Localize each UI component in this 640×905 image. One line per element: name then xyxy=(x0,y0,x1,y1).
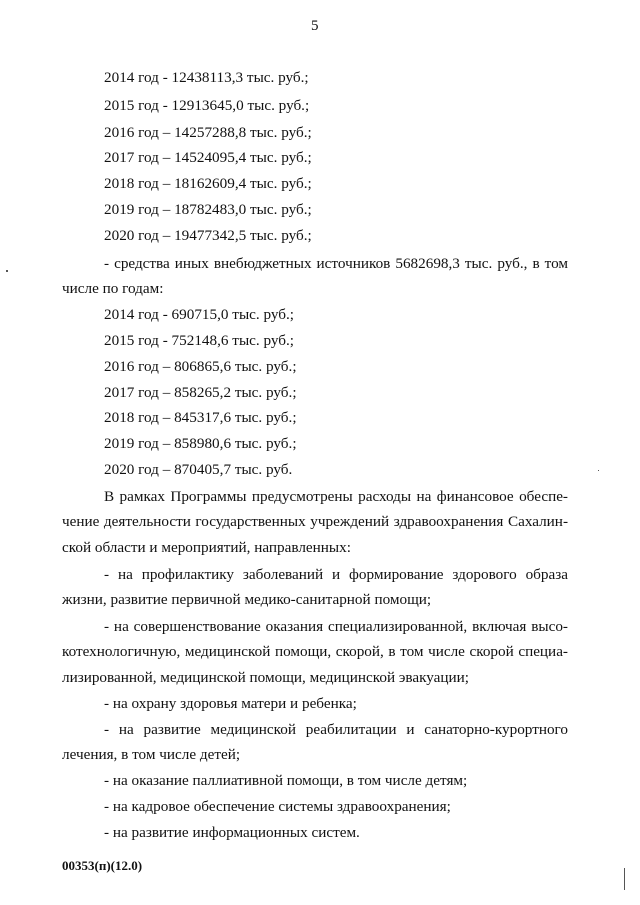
program-intro-line-3: ской области и мероприятий, направленных: xyxy=(62,539,351,556)
program-item-5: - на оказание паллиативной помощи, в том числе детям; xyxy=(104,772,468,789)
scan-line xyxy=(624,868,625,890)
budget-year-2017: 2017 год – 14524095,4 тыс. руб.; xyxy=(104,149,312,166)
program-item-6: - на кадровое обеспечение системы здравоохранения; xyxy=(104,798,451,815)
program-item-4-line-2: лечения, в том числе детей; xyxy=(62,746,241,763)
budget-year-2016: 2016 год – 14257288,8 тыс. руб.; xyxy=(104,124,312,141)
budget-year-2020: 2020 год – 19477342,5 тыс. руб.; xyxy=(104,227,312,244)
other-sources-line-1: - средства иных внебюджетных источников 5682698,3 тыс. руб., в том xyxy=(104,255,568,272)
program-item-2-line-1: - на совершенствование оказания специализированной, включая высо- xyxy=(104,618,568,635)
budget-year-2014: 2014 год - 12438113,3 тыс. руб.; xyxy=(104,69,309,86)
other-year-2015: 2015 год - 752148,6 тыс. руб.; xyxy=(104,332,295,349)
other-year-2017: 2017 год – 858265,2 тыс. руб.; xyxy=(104,384,297,401)
budget-year-2019: 2019 год – 18782483,0 тыс. руб.; xyxy=(104,201,312,218)
footer-document-code: 00353(п)(12.0) xyxy=(62,858,143,873)
program-item-4-line-1: - на развитие медицинской реабилитации и санаторно-курортного xyxy=(104,721,568,738)
other-year-2020: 2020 год – 870405,7 тыс. руб. xyxy=(104,461,293,478)
other-year-2016: 2016 год – 806865,6 тыс. руб.; xyxy=(104,358,297,375)
program-item-2-line-2: котехнологичную, медицинской помощи, скорой, в том числе скорой специа- xyxy=(62,643,568,660)
program-intro-line-2: чение деятельности государственных учреждений здравоохранения Сахалин- xyxy=(62,513,568,530)
program-intro-line-1: В рамках Программы предусмотрены расходы на финансовое обеспе- xyxy=(104,488,568,505)
other-sources-line-2: числе по годам: xyxy=(62,280,164,297)
program-item-7: - на развитие информационных систем. xyxy=(104,824,360,841)
other-year-2018: 2018 год – 845317,6 тыс. руб.; xyxy=(104,409,297,426)
budget-year-2015: 2015 год - 12913645,0 тыс. руб.; xyxy=(104,97,310,114)
budget-year-2018: 2018 год – 18162609,4 тыс. руб.; xyxy=(104,175,312,192)
program-item-3: - на охрану здоровья матери и ребенка; xyxy=(104,695,357,712)
page-number: 5 xyxy=(311,18,319,34)
other-year-2019: 2019 год – 858980,6 тыс. руб.; xyxy=(104,435,297,452)
scan-dot xyxy=(6,270,8,272)
program-item-1-line-1: - на профилактику заболеваний и формирование здорового образа xyxy=(104,566,568,583)
other-year-2014: 2014 год - 690715,0 тыс. руб.; xyxy=(104,306,295,323)
scan-dot xyxy=(598,470,599,471)
program-item-1-line-2: жизни, развитие первичной медико-санитарной помощи; xyxy=(62,591,432,608)
program-item-2-line-3: лизированной, медицинской помощи, медицинской эвакуации; xyxy=(62,669,469,686)
